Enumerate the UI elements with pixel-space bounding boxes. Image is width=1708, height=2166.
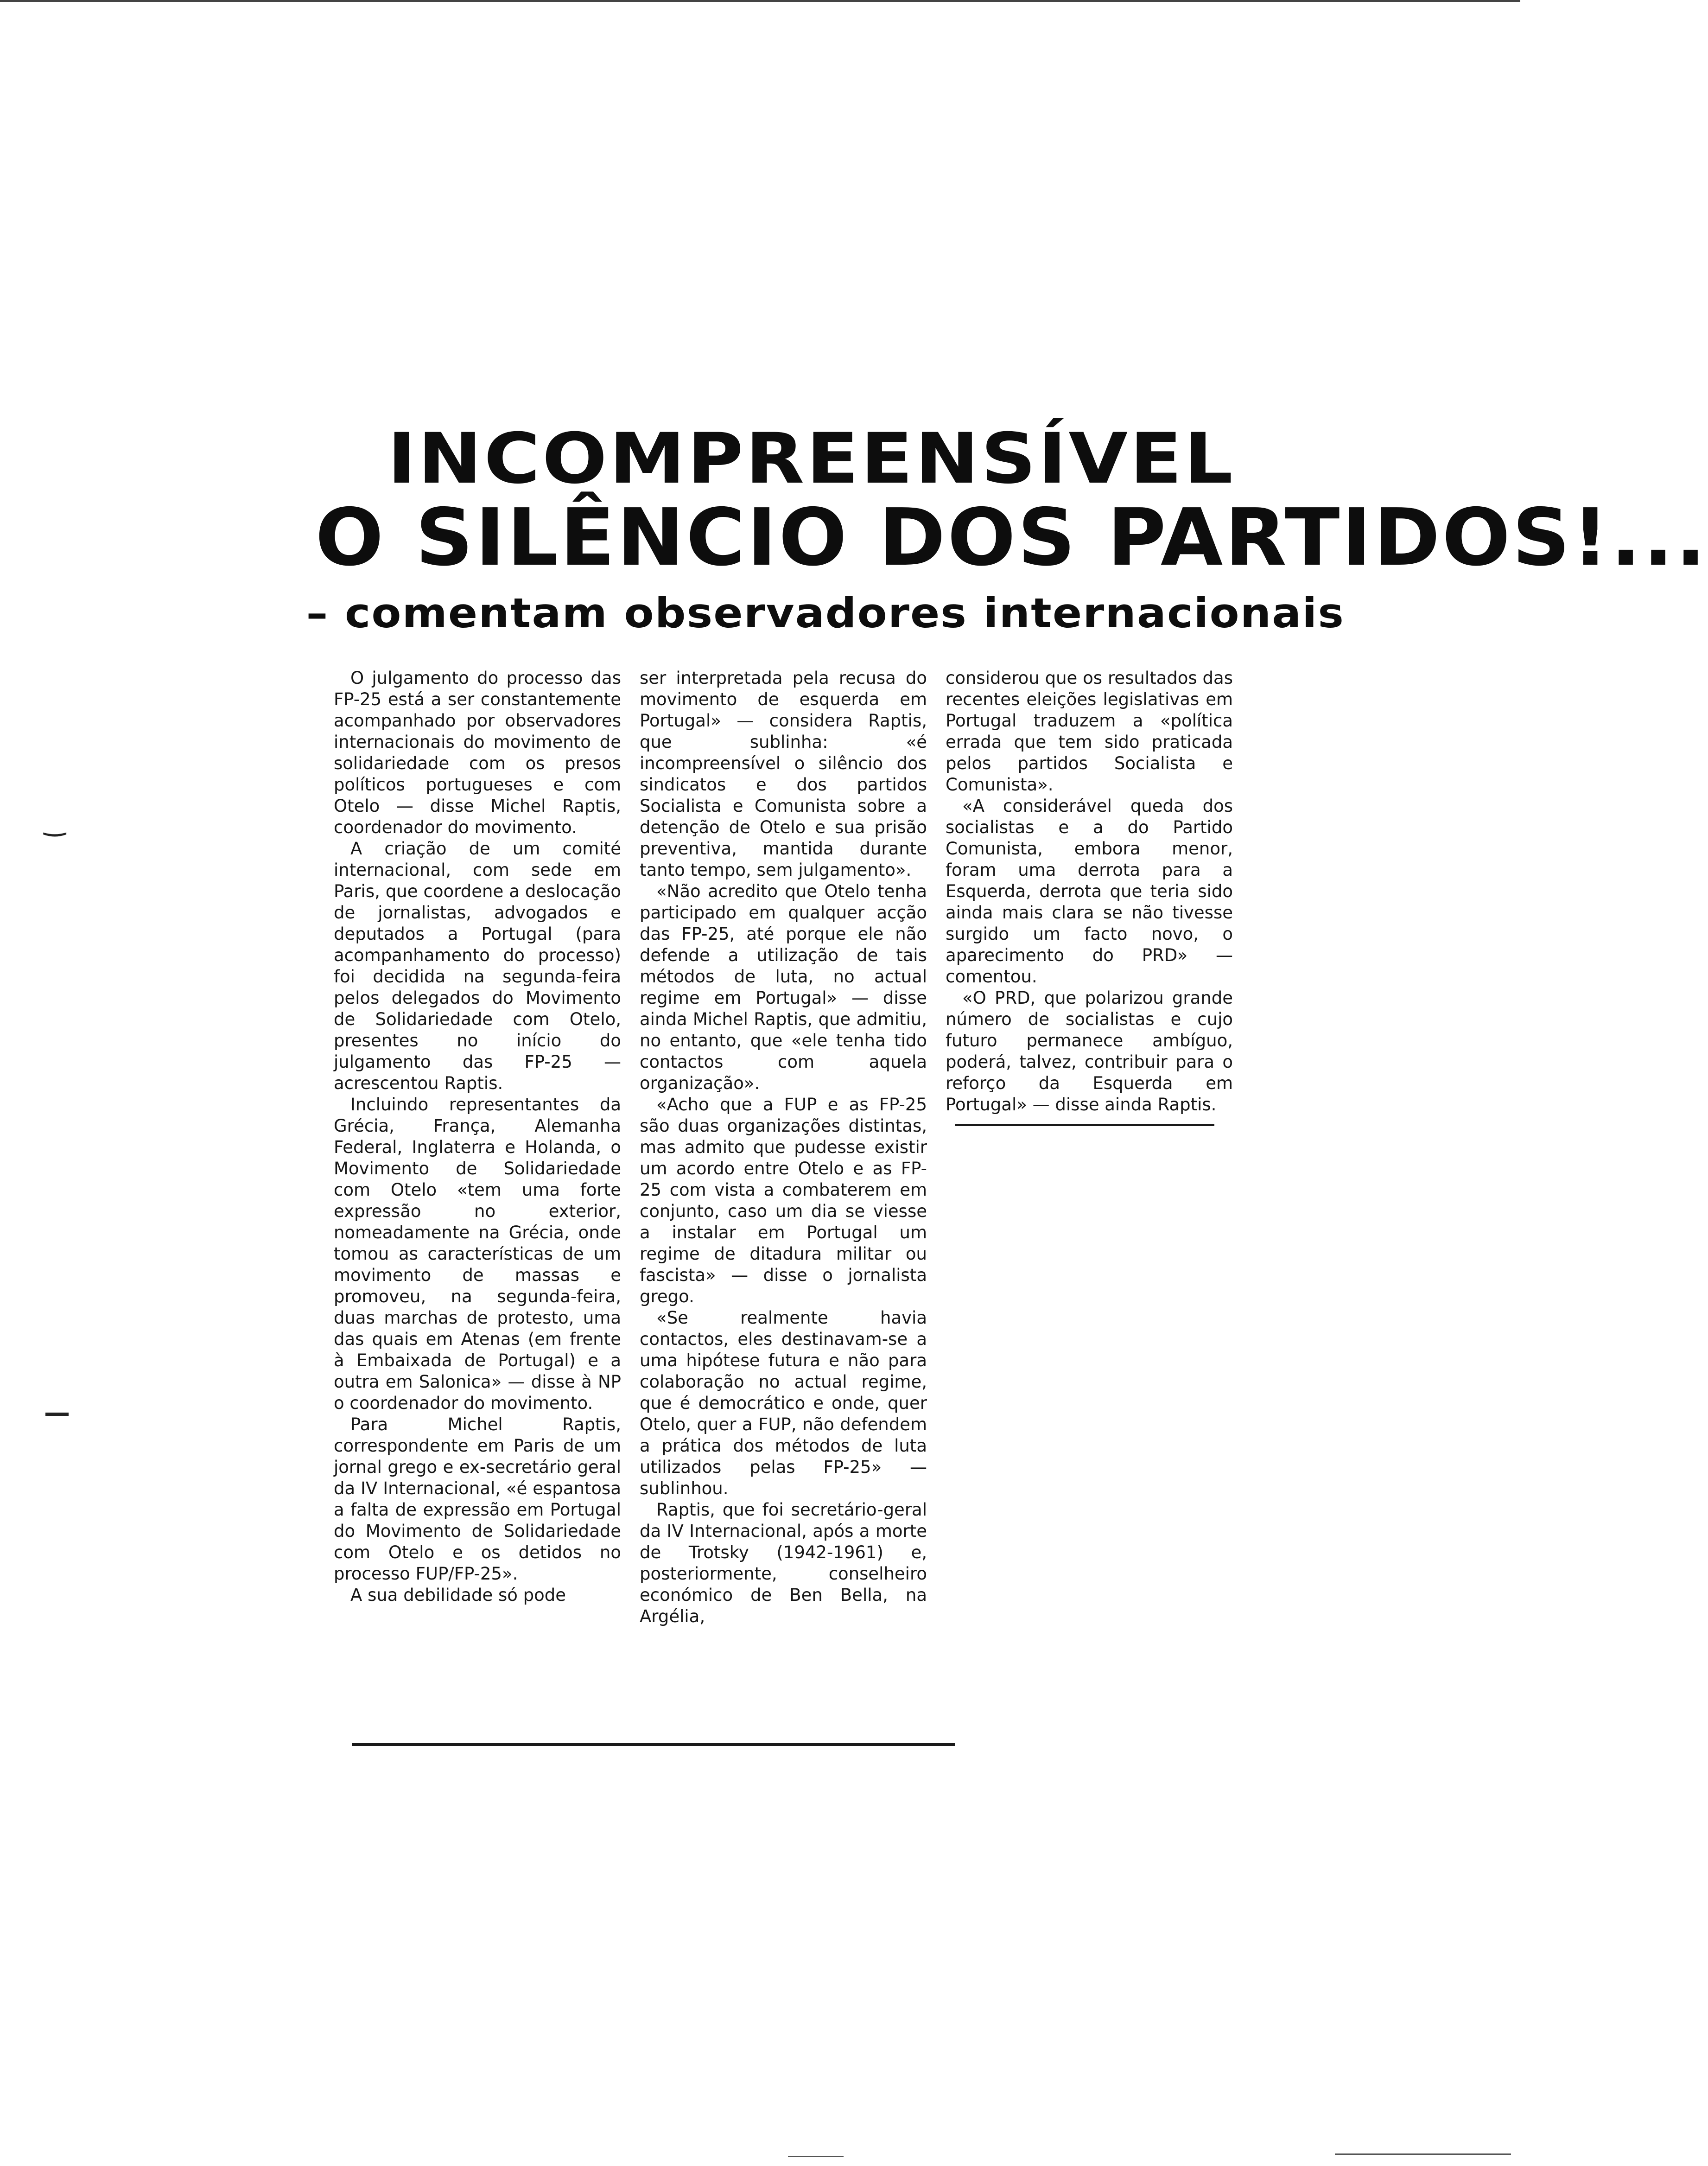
paragraph: «Se realmente havia contactos, eles destinavam-se a uma hipótese futura e não para colaboração no actual regime, que é democrático e onde, quer Otelo, quer a FUP, não defendem a prática dos métodos de luta utilizados pelas FP-25» — sublinhou. <box>640 1308 927 1498</box>
article-column-3 <box>946 668 1233 1115</box>
scan-noise <box>788 2156 844 2157</box>
margin-mark: — <box>44 1398 70 1428</box>
paragraph: «Acho que a FUP e as FP-25 são duas organizações distintas, mas admito que pudesse existir um acordo entre Otelo e as FP-25 com vista a combaterem em conjunto, caso um dia se viesse a instalar em Portugal um regime de ditadura militar ou fascista» — disse o jornalista grego. <box>640 1095 927 1306</box>
paragraph: Raptis, que foi secretário-geral da IV Internacional, após a morte de Trotsky (1942-1961) e, posteriormente, conselheiro económico de Ben Bella, na Argélia, <box>640 1500 927 1626</box>
article-column-2 <box>640 668 927 1627</box>
article-end-rule <box>352 1743 955 1746</box>
paragraph: A sua debilidade só pode <box>350 1585 566 1605</box>
headline-line-2: O SILÊNCIO DOS PARTIDOS!... <box>315 492 1708 584</box>
paragraph: ser interpretada pela recusa do movimento de esquerda em Portugal» — considera Raptis, que sublinha: «é incompreensível o silêncio dos sindicatos e dos partidos Socialista e Comunista sobre a detenção de Otelo e sua prisão preventiva, mantida durante tanto tempo, sem julgamento». <box>640 668 927 880</box>
paragraph: «Não acredito que Otelo tenha participado em qualquer acção das FP-25, até porque ele não defende a utilização de tais métodos de luta, no actual regime em Portugal» — disse ainda Michel Raptis, que admitiu, no entanto, que «ele tenha tido contactos com aquela organização». <box>640 881 927 1093</box>
margin-mark: ‿ <box>44 807 66 837</box>
article-column-1 <box>334 668 621 1606</box>
newspaper-clipping <box>306 403 1708 1757</box>
paragraph: «O PRD, que polarizou grande número de socialistas e cujo futuro permanece ambíguo, poderá, talvez, contribuir para o reforço da Esquerda em Portugal» — disse ainda Raptis. <box>946 988 1233 1115</box>
column-end-rule <box>955 1124 1214 1126</box>
scan-top-edge <box>0 0 1520 2</box>
paragraph: Incluindo representantes da Grécia, França, Alemanha Federal, Inglaterra e Holanda, o Movimento de Solidariedade com Otelo «tem uma forte expressão no exterior, nomeadamente na Grécia, onde tomou as características de um movimento de massas e promoveu, na segunda-feira, duas marchas de protesto, uma das quais em Atenas (em frente à Embaixada de Portugal) e a outra em Salonica» — disse à NP o coordenador do movimento. <box>334 1095 621 1413</box>
headline-subtitle: – comentam observadores internacionais <box>306 589 1345 637</box>
headline-line-1: INCOMPREENSÍVEL <box>387 419 1235 499</box>
paragraph: considerou que os resultados das recentes eleições legislativas em Portugal traduzem a «política errada que tem sido praticada pelos partidos Socialista e Comunista». <box>946 668 1233 795</box>
paragraph: Para Michel Raptis, correspondente em Paris de um jornal grego e ex-secretário geral da IV Internacional, «é espantosa a falta de expressão em Portugal do Movimento de Solidariedade com Otelo e os detidos no processo FUP/FP-25». <box>334 1414 621 1584</box>
paragraph: A criação de um comité internacional, com sede em Paris, que coordene a deslocação de jornalistas, advogados e deputados a Portugal (para acompanhamento do processo) foi decidida na segunda-feira pelos delegados do Movimento de Solidariedade com Otelo, presentes no início do julgamento das FP-25 — acrescentou Raptis. <box>334 839 621 1093</box>
article-body <box>334 668 1242 1739</box>
scan-noise <box>1335 2153 1511 2155</box>
paragraph: O julgamento do processo das FP-25 está a ser constantemente acompanhado por observadores internacionais do movimento de solidariedade com os presos políticos portugueses e com Otelo — disse Michel Raptis, coordenador do movimento. <box>334 668 621 837</box>
paragraph: «A considerável queda dos socialistas e a do Partido Comunista, embora menor, foram uma derrota para a Esquerda, derrota que teria sido ainda mais clara se não tivesse surgido um facto novo, o aparecimento do PRD» — comentou. <box>946 796 1233 987</box>
